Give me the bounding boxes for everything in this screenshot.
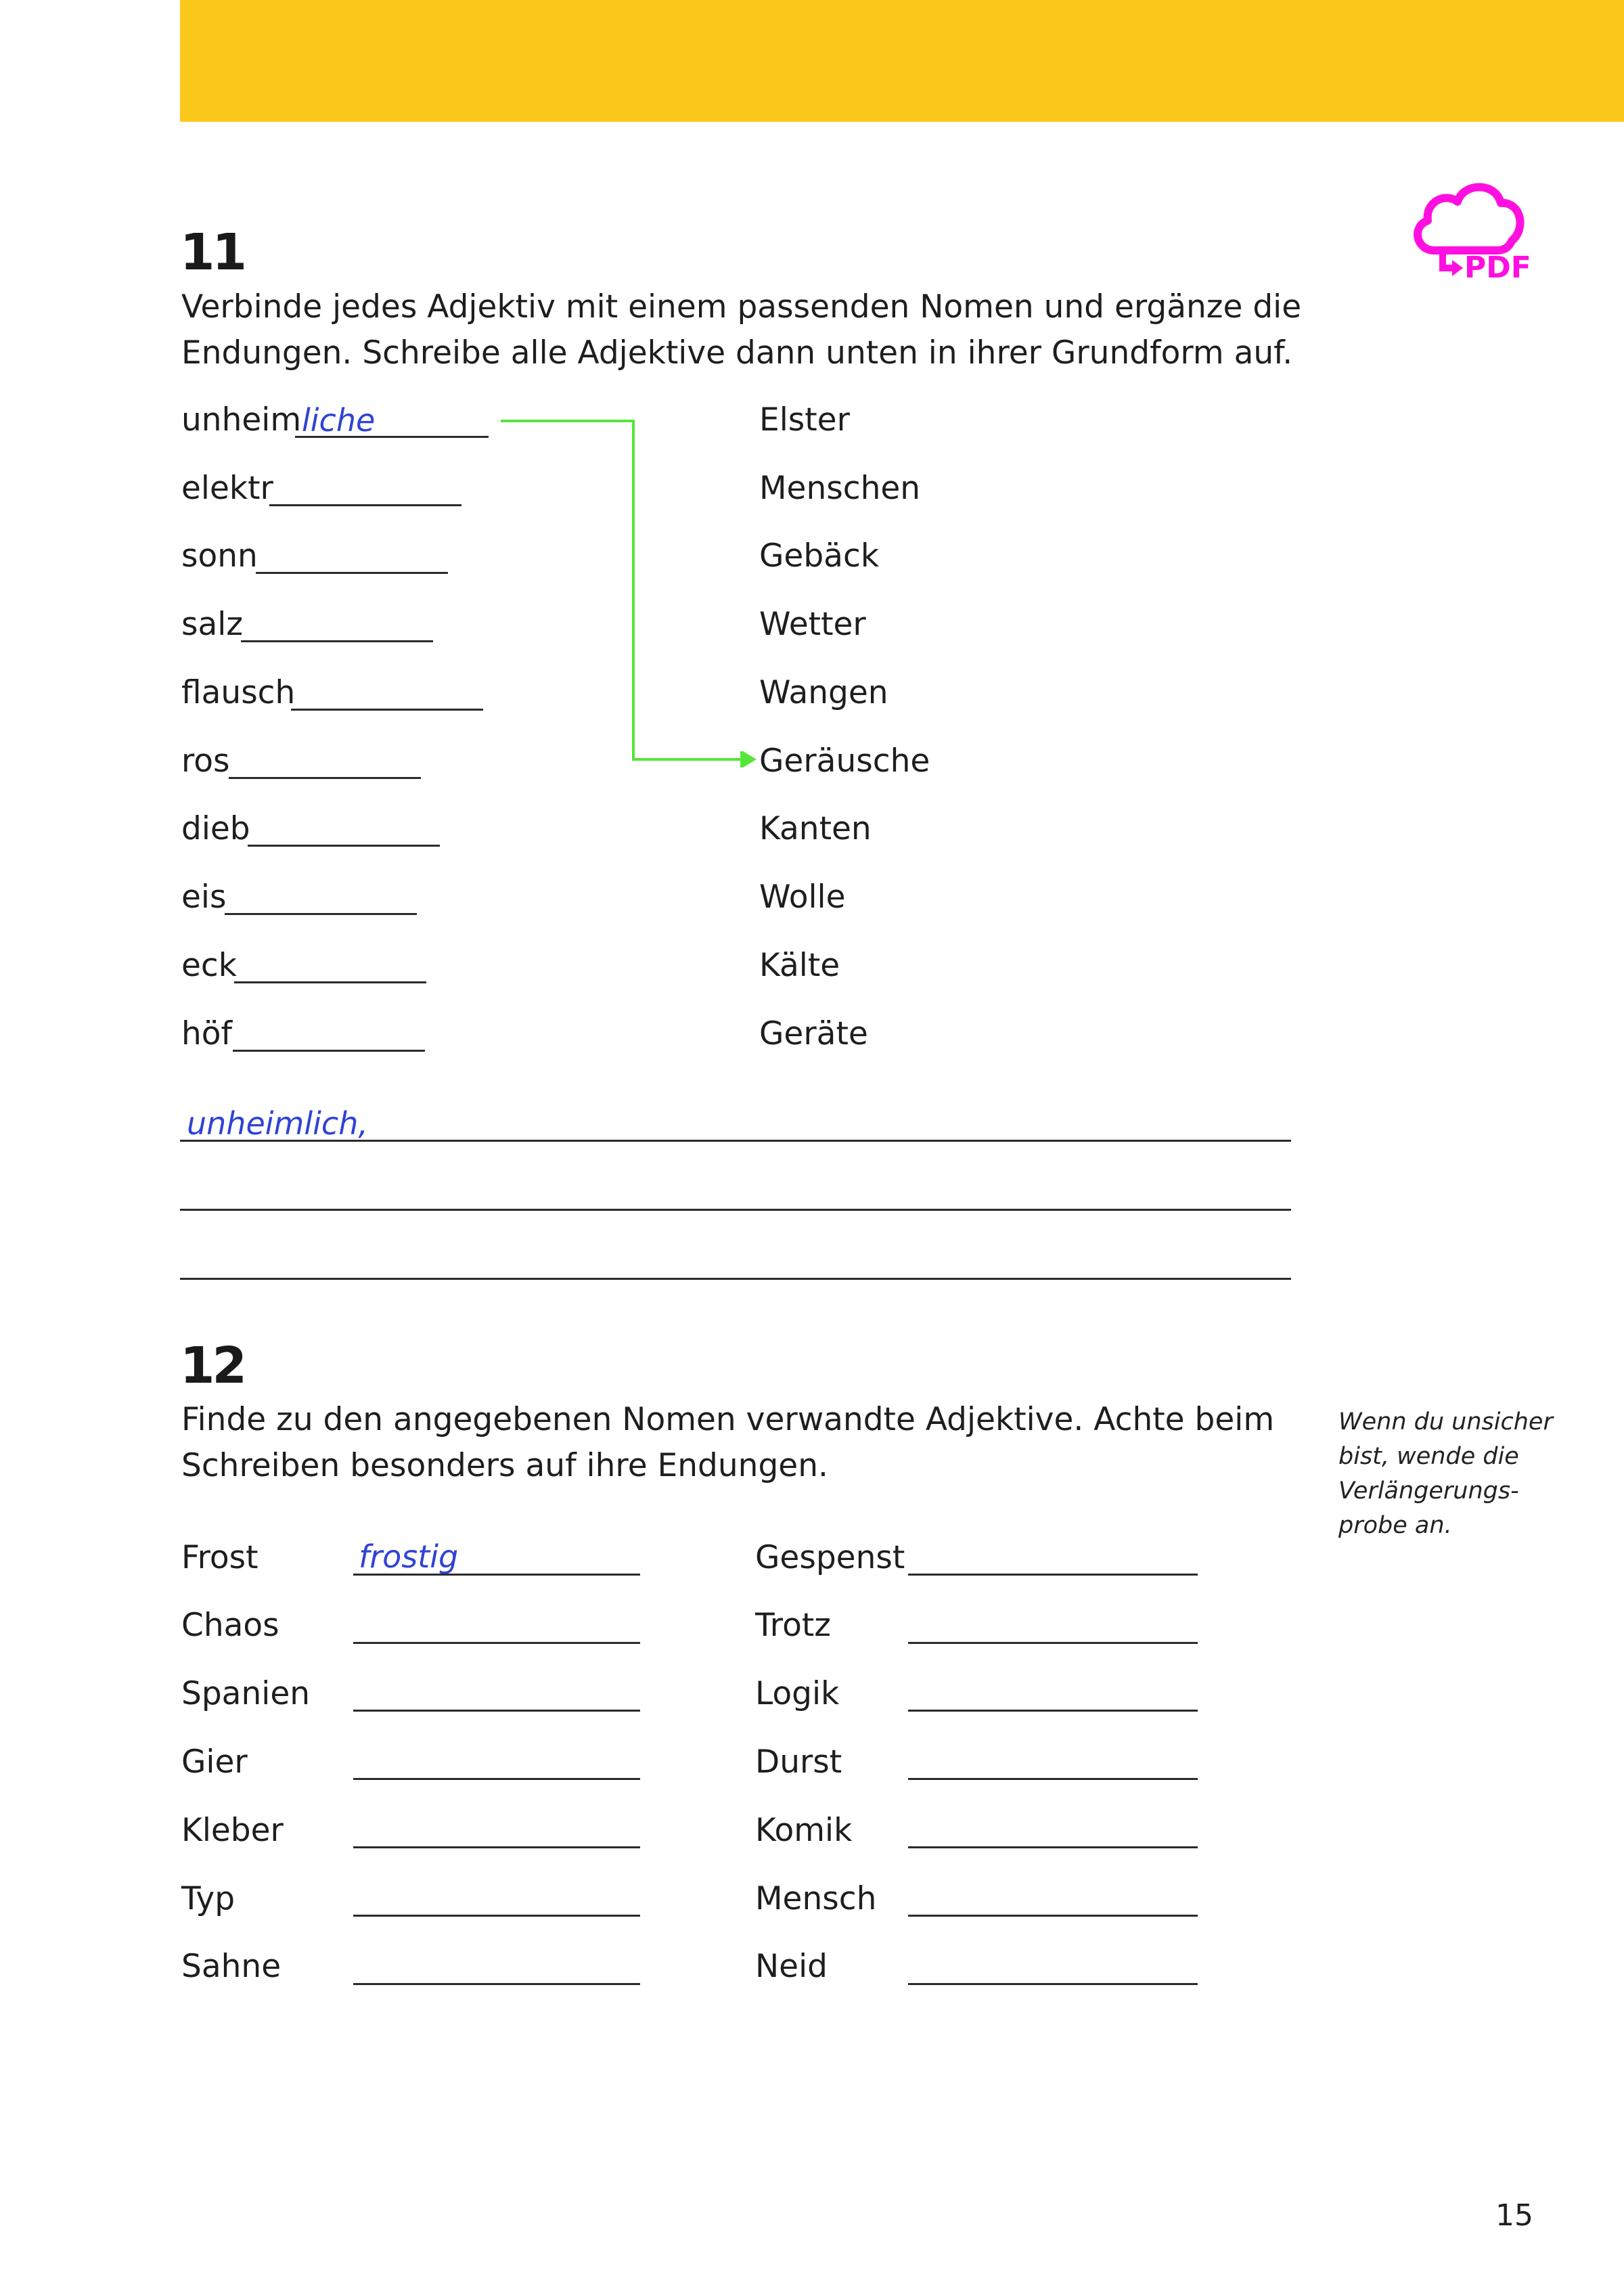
answer-blank[interactable] [234, 981, 426, 983]
answer-blank[interactable] [229, 777, 421, 779]
header-color-bar [180, 0, 1624, 122]
noun-word: Chaos [181, 1607, 279, 1644]
noun-word: Geräusche [759, 742, 930, 780]
noun-word: Wetter [759, 606, 866, 643]
answer-line[interactable] [180, 1278, 1291, 1280]
answer-blank[interactable] [908, 1710, 1198, 1712]
answer-blank[interactable] [291, 709, 483, 711]
exercise-number-11: 11 [180, 223, 244, 282]
answer-blank[interactable] [353, 1710, 640, 1712]
noun-word: Gespenst [755, 1539, 905, 1576]
stem-word: eis [181, 878, 227, 916]
exercise-11-instruction [181, 284, 1467, 376]
noun-word: Neid [755, 1948, 828, 1985]
answer-line[interactable] [180, 1140, 1291, 1142]
noun-word: Sahne [181, 1948, 281, 1985]
noun-word: Kleber [181, 1812, 284, 1849]
stem-word: elektr [181, 470, 273, 507]
stem-word: salz [181, 606, 244, 643]
stem-word: flausch [181, 674, 296, 711]
answer-blank[interactable] [908, 1915, 1198, 1917]
noun-word: Elster [759, 401, 850, 439]
answer-blank[interactable] [353, 1574, 640, 1576]
instruction-line: Verbinde jedes Adjektiv mit einem passenden Nomen und ergänze die [181, 288, 1302, 326]
page-number: 15 [1495, 2198, 1533, 2233]
answer-blank[interactable] [248, 845, 440, 847]
noun-word: Spanien [181, 1675, 311, 1712]
noun-word: Gier [181, 1743, 248, 1781]
noun-word: Menschen [759, 470, 921, 507]
match-connector-arrow [474, 406, 758, 785]
noun-word: Mensch [755, 1880, 877, 1917]
tip-note [1338, 1405, 1596, 1543]
noun-word: Kälte [759, 947, 840, 984]
instruction-line: Schreiben besonders auf ihre Endungen. [181, 1447, 828, 1484]
answer-blank[interactable] [353, 1642, 640, 1644]
exercise-12-instruction [181, 1397, 1291, 1489]
answer-blank[interactable] [353, 1915, 640, 1917]
noun-word: Durst [755, 1743, 842, 1781]
answer-blank[interactable] [353, 1778, 640, 1780]
answer-line[interactable] [180, 1209, 1291, 1211]
tip-line: Wenn du unsicher [1338, 1408, 1553, 1435]
answer-blank[interactable] [908, 1778, 1198, 1780]
answer-blank[interactable] [269, 504, 461, 506]
cloud-pdf-download-icon[interactable] [1407, 175, 1529, 283]
answer-blank[interactable] [256, 572, 448, 574]
pdf-icon-label: PDF [1464, 250, 1529, 283]
noun-word: Wolle [759, 878, 846, 916]
stem-word: höf [181, 1015, 233, 1052]
instruction-line: Endungen. Schreibe alle Adjektive dann unten in ihrer Grundform auf. [181, 334, 1293, 372]
noun-word: Kanten [759, 810, 872, 847]
noun-word: Wangen [759, 674, 888, 711]
noun-word: Komik [755, 1812, 853, 1849]
answer-blank[interactable] [353, 1846, 640, 1848]
stem-word: unheim [181, 401, 302, 439]
handwritten-answer: unheimlich, [187, 1105, 368, 1142]
answer-blank[interactable] [295, 436, 489, 438]
answer-blank[interactable] [908, 1983, 1198, 1985]
stem-word: dieb [181, 810, 250, 847]
noun-word: Trotz [755, 1607, 831, 1644]
answer-blank[interactable] [908, 1642, 1198, 1644]
noun-word: Frost [181, 1539, 258, 1576]
handwritten-answer: liche [302, 402, 376, 439]
answer-blank[interactable] [908, 1574, 1198, 1576]
noun-word: Logik [755, 1675, 840, 1712]
tip-line: Verlängerungs- [1338, 1477, 1519, 1505]
answer-blank[interactable] [225, 913, 417, 915]
instruction-line: Finde zu den angegebenen Nomen verwandte Adjektive. Achte beim [181, 1401, 1275, 1438]
stem-word: ros [181, 742, 230, 780]
stem-word: sonn [181, 537, 258, 575]
noun-word: Geräte [759, 1015, 868, 1052]
noun-word: Gebäck [759, 537, 880, 575]
exercise-number-12: 12 [180, 1337, 244, 1395]
answer-blank[interactable] [908, 1846, 1198, 1848]
tip-line: probe an. [1338, 1512, 1452, 1539]
tip-line: bist, wende die [1338, 1443, 1519, 1470]
stem-word: eck [181, 947, 237, 984]
answer-blank[interactable] [353, 1983, 640, 1985]
handwritten-answer: frostig [359, 1538, 459, 1575]
answer-blank[interactable] [241, 640, 433, 642]
noun-word: Typ [181, 1880, 235, 1917]
answer-blank[interactable] [233, 1050, 425, 1052]
